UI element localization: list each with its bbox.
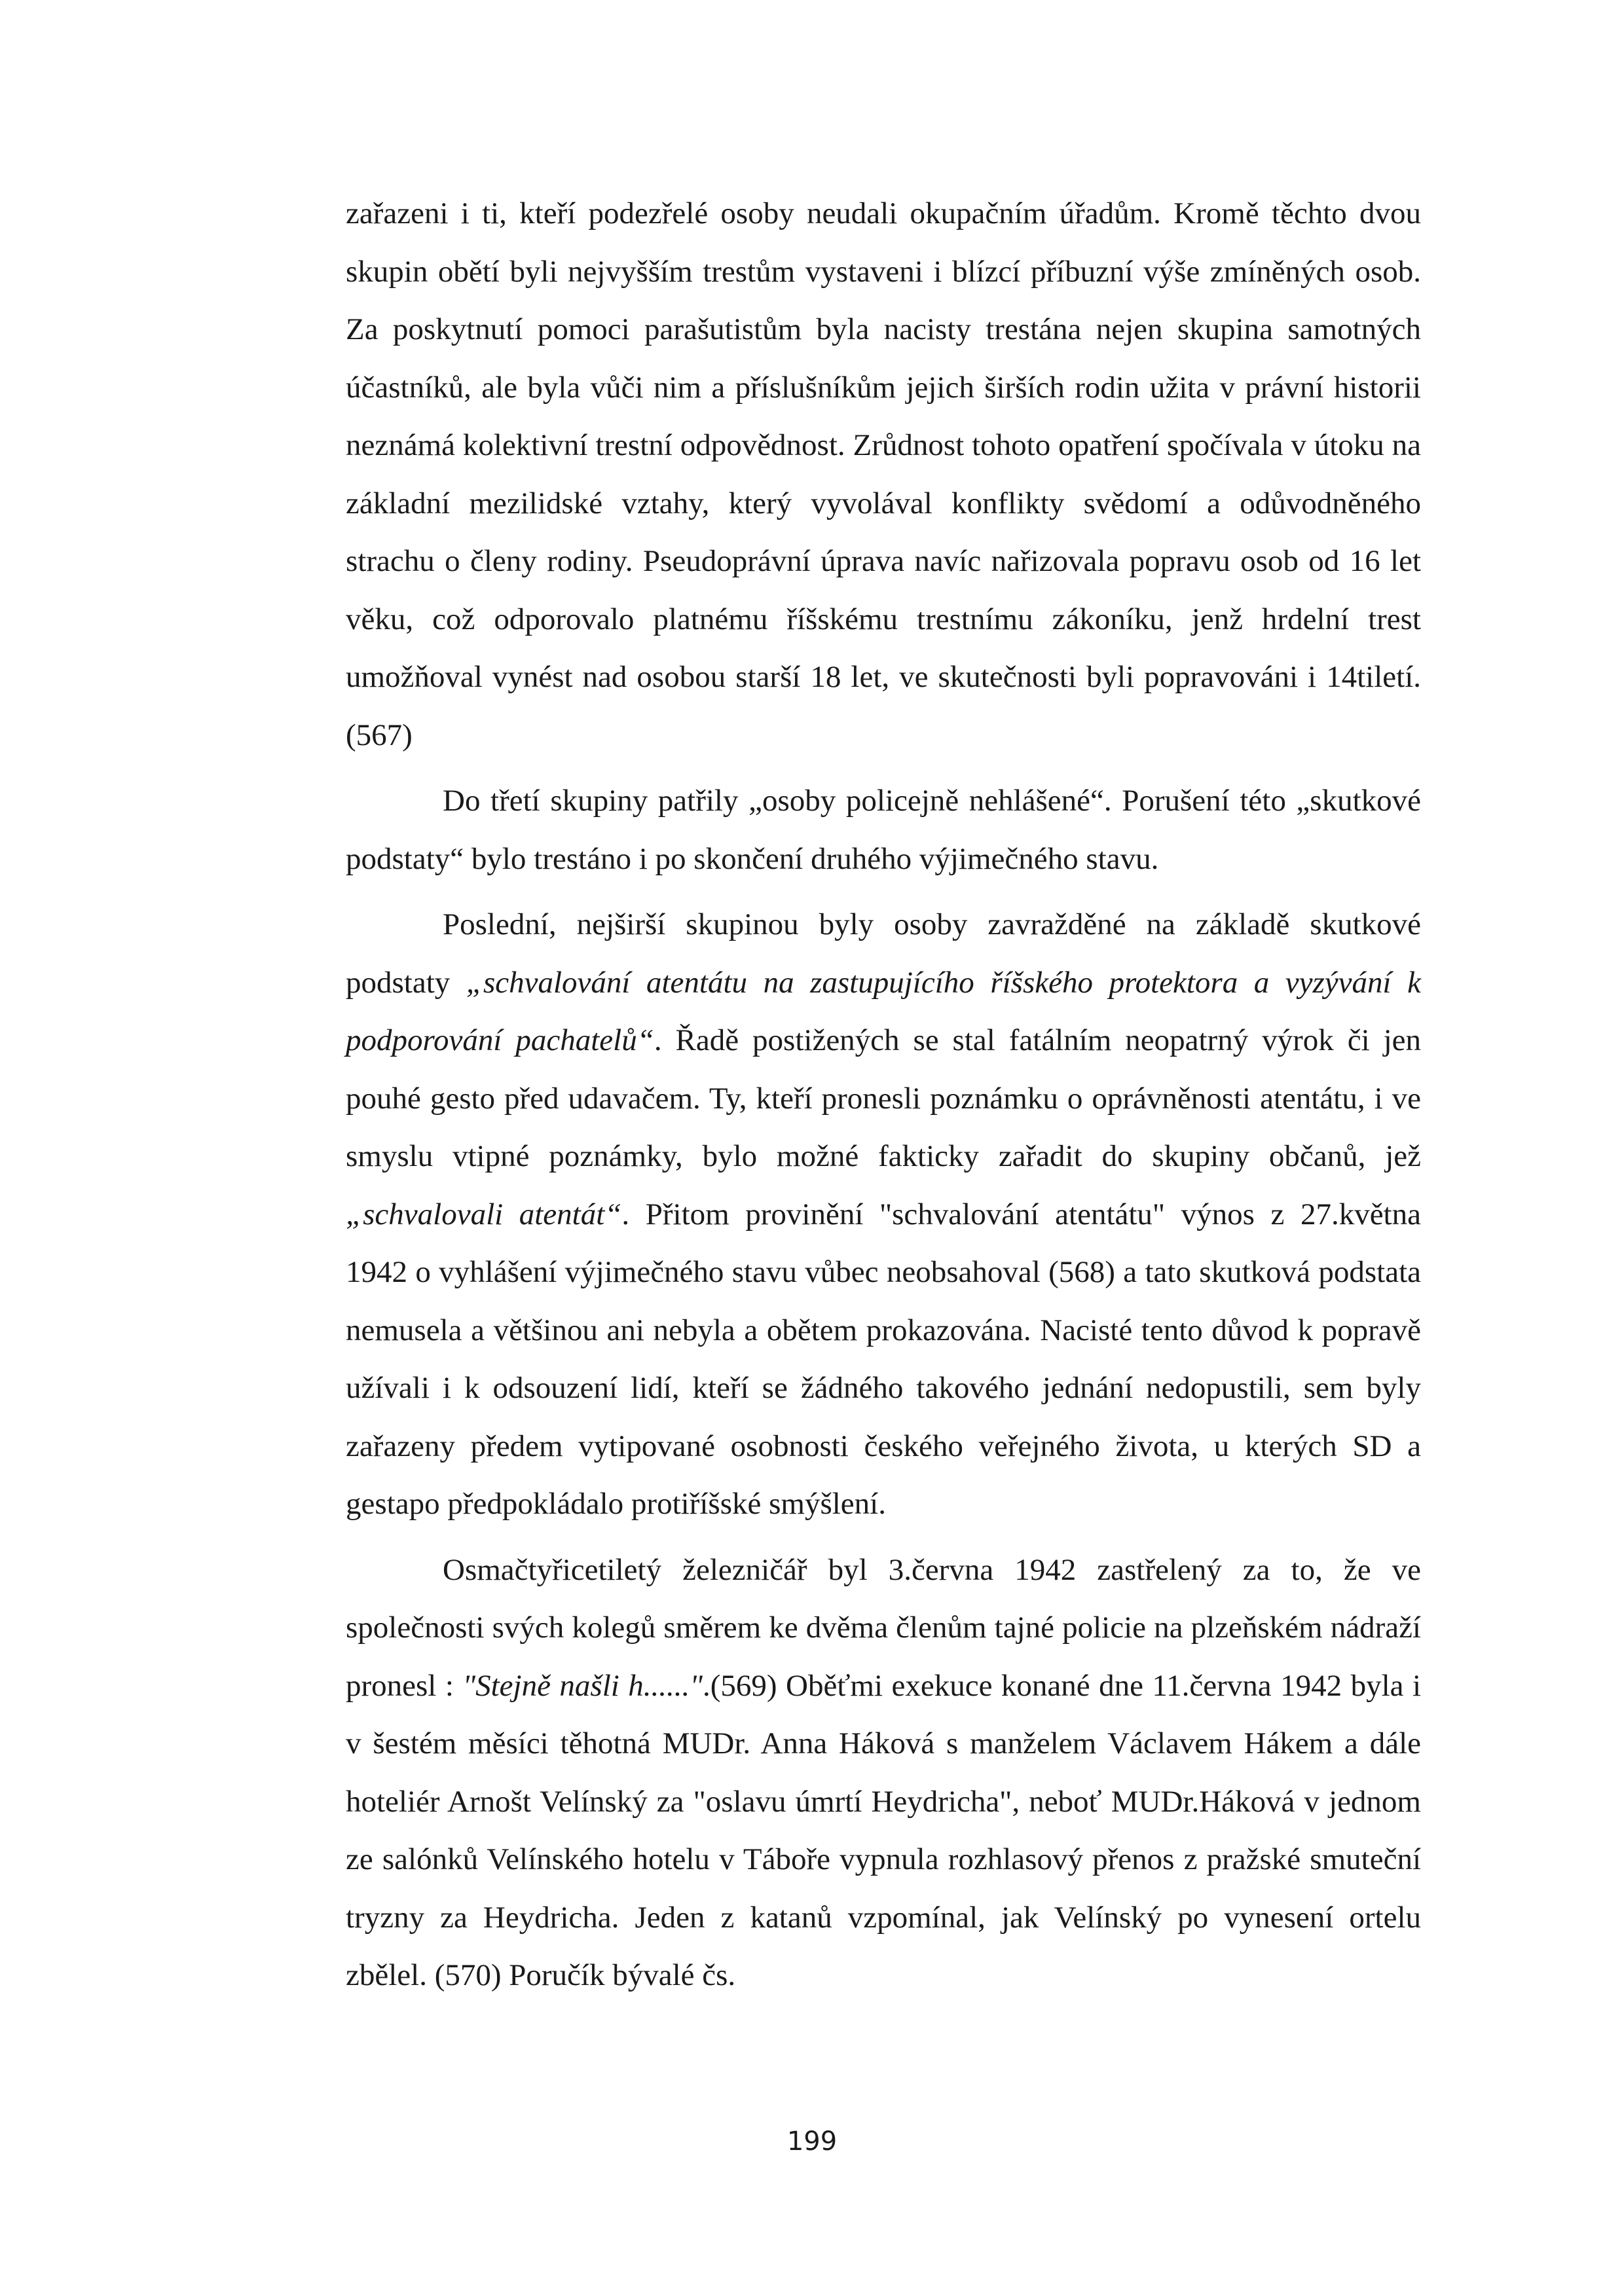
paragraph-3-text-c: . Přitom provinění "schvalování atentátu" výnos z 27.května 1942 o vyhlášení výjimečného stavu vůbec neobsahoval (568) a tato skutková podstata nemusela a většinou ani nebyla a obětem prokazována. Nacisté tento důvod k popravě užívali i k odsouzení lidí, kteří se žádného takového jednání nedopustili, sem byly zařazeny předem vytipované osobnosti českého veřejného života, u kterých SD a gestapo předpokládalo protiříšské smýšlení. bbox=[346, 1197, 1421, 1521]
paragraph-3 bbox=[346, 896, 1421, 1533]
page-number: 199 bbox=[786, 2126, 838, 2157]
paragraph-4-quote: "Stejně našli h......" bbox=[462, 1668, 703, 1703]
paragraph-3-quote-b: „schvalovali atentát“ bbox=[346, 1197, 622, 1231]
body-text bbox=[346, 185, 1421, 2005]
paragraph-4-text-b: .(569) Oběťmi exekuce konané dne 11.června 1942 byla i v šestém měsíci těhotná MUDr. Anna Háková s manželem Václavem Hákem a dále hoteliér Arnošt Velínský za "oslavu úmrtí Heydricha", neboť MUDr.Háková v jednom ze salónků Velínského hotelu v Táboře vypnula rozhlasový přenos z pražské smuteční tryzny za Heydricha. Jeden z katanů vzpomínal, jak Velínský po vynesení ortelu zbělel. (570) Poručík bývalé čs. bbox=[346, 1668, 1422, 1992]
paragraph-1-text: zařazeni i ti, kteří podezřelé osoby neudali okupačním úřadům. Kromě těchto dvou skupin obětí byli nejvyšším trestům vystaveni i blízcí příbuzní výše zmíněných osob. Za poskytnutí pomoci parašutistům byla nacisty trestána nejen skupina samotných účastníků, ale byla vůči nim a příslušníkům jejich širších rodin užita v právní historii neznámá kolektivní trestní odpovědnost. Zrůdnost tohoto opatření spočívala v útoku na základní mezilidské vztahy, který vyvolával konflikty svědomí a odůvodněného strachu o členy rodiny. Pseudoprávní úprava navíc nařizovala popravu osob od 16 let věku, což odporovalo platnému říšskému trestnímu zákoníku, jenž hrdelní trest umožňoval vynést nad osobou starší 18 let, ve skutečnosti byli popravováni i 14tiletí. (567) bbox=[346, 196, 1421, 752]
paragraph-4 bbox=[346, 1541, 1421, 2005]
paragraph-3-text-b: . Řadě postižených se stal fatálním neopatrný výrok či jen pouhé gesto před udavačem. Ty, kteří pronesli poznámku o oprávněnosti atentátu, i ve smyslu vtipné poznámky, bylo možné fakticky zařadit do skupiny občanů, jež bbox=[346, 1023, 1421, 1173]
paragraph-1 bbox=[346, 185, 1421, 764]
paragraph-3-quote-a: „schvalování atentátu na zastupujícího říšského protektora a vyzývání k podporování pachatelů“ bbox=[346, 965, 1421, 1057]
paragraph-2 bbox=[346, 772, 1421, 888]
paragraph-3-text-a: Poslední, nejširší skupinou byly osoby zavražděné na základě skutkové podstaty bbox=[346, 907, 1421, 1000]
paragraph-4-text-a: Osmačtyřicetiletý železničář byl 3.června 1942 zastřelený za to, že ve společnosti svých kolegů směrem ke dvěma členům tajné policie na plzeňském nádraží pronesl : bbox=[346, 1552, 1421, 1703]
paragraph-2-text: Do třetí skupiny patřily „osoby policejně nehlášené“. Porušení této „skutkové podstaty“ bylo trestáno i po skončení druhého výjimečného stavu. bbox=[346, 784, 1421, 876]
